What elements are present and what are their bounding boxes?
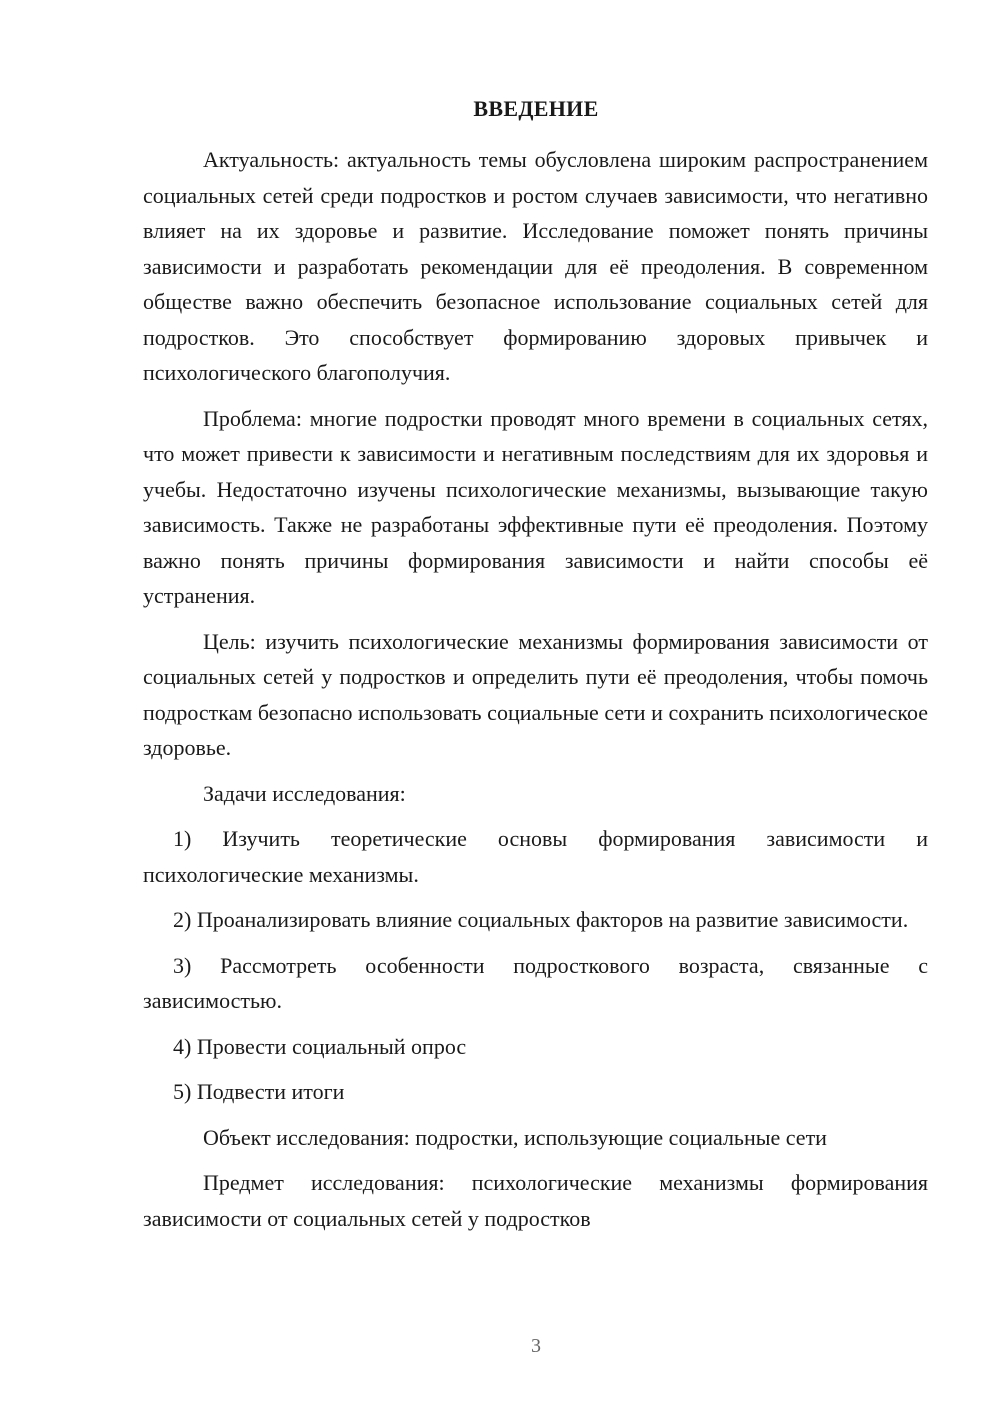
paragraph-object: Объект исследования: подростки, использующие социальные сети xyxy=(203,1124,827,1150)
task-item-1: 1) Изучить теоретические основы формирования зависимости и психологические механизмы. xyxy=(143,826,928,887)
paragraph-goal: Цель: изучить психологические механизмы формирования зависимости от социальных сетей у подростков и определить пути её преодоления, чтобы помочь подросткам безопасно использовать социальные сети и сохранить психологическое здоровье. xyxy=(143,628,928,760)
task-item-3: 3) Рассмотреть особенности подросткового возраста, связанные с зависимостью. xyxy=(143,952,928,1013)
paragraph-subject: Предмет исследования: психологические механизмы формирования зависимости от социальных сетей у подростков xyxy=(143,1170,928,1231)
document-body xyxy=(143,142,928,1246)
task-item-4: 4) Провести социальный опрос xyxy=(173,1033,467,1059)
page-number: 3 xyxy=(531,1335,541,1357)
page-title: ВВЕДЕНИЕ xyxy=(473,96,599,121)
task-item-5: 5) Подвести итоги xyxy=(173,1079,345,1104)
task-item-2: 2) Проанализировать влияние социальных факторов на развитие зависимости. xyxy=(173,907,909,932)
paragraph-tasks-heading: Задачи исследования: xyxy=(203,780,406,806)
paragraph-relevance: Актуальность: актуальность темы обусловлена широким распространением социальных сетей среди подростков и ростом случаев зависимости, что негативно влияет на их здоровье и развитие. Исследование поможет понять причины зависимости и разработать рекомендации для её преодоления. В современном обществе важно обеспечить безопасное использование социальных сетей для подростков. Это способствует формированию здоровых привычек и психологического благополучия. xyxy=(143,147,928,385)
paragraph-problem: Проблема: многие подростки проводят много времени в социальных сетях, что может привести к зависимости и негативным последствиям для их здоровья и учебы. Недостаточно изучены психологические механизмы, вызывающие такую зависимость. Также не разработаны эффективные пути её преодоления. Поэтому важно понять причины формирования зависимости и найти способы её устранения. xyxy=(143,405,928,608)
